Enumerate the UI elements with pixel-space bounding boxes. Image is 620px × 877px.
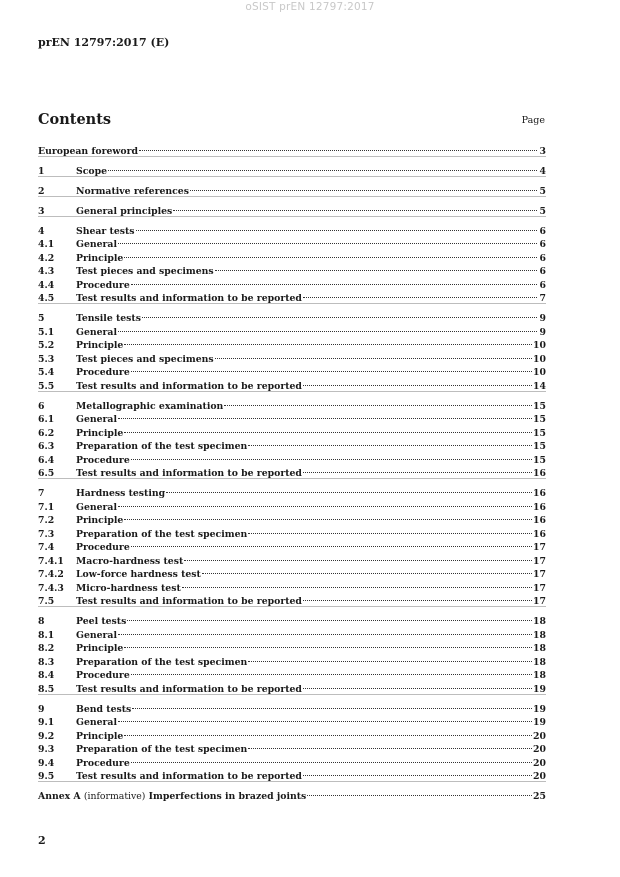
toc-entry-page: 3	[539, 145, 546, 157]
dot-leader	[136, 220, 537, 234]
toc-entry-number: 6.1	[38, 414, 55, 425]
toc-entry-number: 5.5	[38, 380, 55, 392]
toc-entry-title: Test results and information to be reported	[76, 380, 302, 392]
toc-entry-number: 3	[38, 205, 45, 217]
toc-entry-page: 15	[533, 427, 546, 439]
toc-entry-title: Bend tests	[76, 703, 132, 715]
dot-leader	[124, 247, 537, 261]
toc-entry-page: 10	[533, 353, 546, 365]
toc-entry-title: Principle	[76, 515, 124, 526]
toc-entry-number: 6.2	[38, 427, 55, 439]
toc-entry-title: Scope	[76, 165, 107, 177]
dot-leader	[124, 422, 532, 436]
toc-entry-number: 9.2	[38, 730, 55, 742]
toc-entry-title: Test results and information to be reported	[76, 468, 302, 479]
dot-leader	[182, 577, 532, 591]
dot-leader	[303, 463, 532, 477]
toc-entry-page: 16	[533, 488, 546, 499]
toc-entry[interactable]	[38, 698, 546, 715]
toc-entry-title: General	[76, 326, 117, 338]
dot-leader	[248, 739, 532, 753]
dot-leader	[131, 274, 537, 288]
toc-entry-page: 14	[533, 380, 546, 392]
toc-entry[interactable]	[38, 395, 546, 412]
toc-entry-page: 20	[533, 730, 546, 742]
toc-entry-page: 18	[533, 629, 546, 641]
dot-leader	[131, 449, 532, 463]
toc-entry-page: 16	[533, 515, 546, 526]
toc-entry-title: Peel tests	[76, 616, 127, 627]
toc-entry-page: 10	[533, 340, 546, 351]
toc-entry-page: 6	[539, 239, 546, 250]
toc-entry-page: 17	[533, 596, 546, 607]
dot-leader	[118, 234, 537, 248]
toc-entry-page: 17	[533, 582, 546, 594]
annex-name: Imperfections in brazed joints	[148, 791, 307, 802]
dot-leader	[142, 308, 537, 322]
toc-entry-title: General	[76, 501, 117, 513]
toc-entry-page: 20	[533, 744, 546, 755]
toc-entry-title: Preparation of the test specimen	[76, 441, 248, 452]
toc-entry-page: 9	[539, 313, 546, 324]
dot-leader	[303, 288, 537, 302]
toc-entry-page: 20	[533, 757, 546, 769]
toc-entry[interactable]	[38, 483, 546, 497]
toc-entry-title: Test pieces and specimens	[76, 353, 214, 365]
toc-entry[interactable]	[38, 140, 546, 157]
dot-leader	[303, 375, 532, 389]
dot-leader	[224, 395, 532, 409]
dot-leader	[127, 611, 532, 625]
toc-entry-number: 8.3	[38, 656, 55, 668]
toc-entry-title: Test results and information to be reported	[76, 771, 302, 782]
toc-entry-number: 9.3	[38, 744, 55, 755]
toc-entry-title: Procedure	[76, 367, 130, 378]
toc-entry-number: 4.3	[38, 266, 55, 277]
toc-entry-number: 6.3	[38, 441, 55, 452]
toc-entry-title: Procedure	[76, 757, 130, 769]
dot-leader	[173, 200, 537, 214]
toc-entry[interactable]	[38, 180, 546, 197]
toc-entry[interactable]	[38, 200, 546, 217]
toc-entry-number: 8.5	[38, 683, 55, 695]
toc-entry-title: Hardness testing	[76, 488, 166, 499]
dot-leader	[184, 550, 532, 564]
toc-entry-title: Preparation of the test specimen	[76, 656, 248, 668]
dot-leader	[124, 725, 532, 739]
toc-entry-page: 18	[533, 656, 546, 668]
toc-entry-number: 6.4	[38, 454, 55, 466]
toc-entry-page: 18	[533, 616, 546, 627]
dot-leader	[139, 140, 537, 154]
toc-entry-title: Normative references	[76, 185, 189, 197]
toc-entry-page: 16	[533, 468, 546, 479]
toc-entry-title: Preparation of the test specimen	[76, 528, 248, 540]
page-column-label: Page	[521, 115, 545, 126]
dot-leader	[202, 564, 532, 578]
toc-entry-page: 15	[533, 400, 546, 412]
toc-entry-title: Low-force hardness test	[76, 569, 201, 580]
toc-entry-page: 4	[539, 165, 546, 177]
toc-entry-number: 9.5	[38, 771, 55, 782]
dot-leader	[108, 160, 537, 174]
toc-entry-number: 9.1	[38, 717, 55, 728]
toc-entry-number: 1	[38, 165, 45, 177]
toc-entry-page: 10	[533, 367, 546, 378]
toc-entry-number: 6.5	[38, 468, 55, 479]
toc-entry-number: 8.1	[38, 629, 55, 641]
toc-entry-title: General	[76, 629, 117, 641]
toc-entry-page: 9	[539, 326, 546, 338]
toc-entry-title: General	[76, 239, 117, 250]
dot-leader	[248, 523, 532, 537]
dot-leader	[248, 436, 532, 450]
dot-leader	[131, 665, 532, 679]
toc-entry-number: 7.1	[38, 501, 55, 513]
toc-entry-number: 7.5	[38, 596, 55, 607]
toc-entry-page: 19	[533, 703, 546, 715]
dot-leader	[303, 678, 532, 692]
dot-leader	[124, 335, 532, 349]
toc-entry-number: 4.4	[38, 279, 55, 291]
toc-entry-number: 4.1	[38, 239, 55, 250]
toc-entry-number: 7.4.3	[38, 582, 64, 594]
toc-entry-number: 7.2	[38, 515, 55, 526]
toc-entry-title: Procedure	[76, 670, 130, 681]
toc-entry-title: Test results and information to be reported	[76, 683, 302, 695]
dot-leader	[190, 180, 537, 194]
toc-entry-number: 9	[38, 703, 45, 715]
toc-entry-title: European foreword	[38, 145, 138, 157]
toc-entry-page: 19	[533, 717, 546, 728]
contents-heading: Contents	[38, 111, 112, 128]
toc-entry-number: 7.4.1	[38, 555, 64, 567]
toc-entry-page: 16	[533, 501, 546, 513]
toc-entry-number: 7	[38, 488, 45, 499]
toc-entry-number: 7.4	[38, 542, 55, 553]
dot-leader	[124, 638, 532, 652]
toc-entry-number: 8.2	[38, 643, 55, 654]
toc-entry-title: Metallographic examination	[76, 400, 224, 412]
dot-leader	[131, 752, 532, 766]
toc-entry-page: 19	[533, 683, 546, 695]
toc-entry-title: Tensile tests	[76, 313, 141, 324]
dot-leader	[166, 483, 532, 497]
toc-entry-page: 7	[539, 293, 546, 304]
dot-leader	[131, 537, 532, 551]
toc-entry-page: 15	[533, 414, 546, 425]
toc-entry-number: 8	[38, 616, 45, 627]
toc-entry-number: 8.4	[38, 670, 55, 681]
toc-entry-title: Principle	[76, 340, 124, 351]
toc-entry-title: Test pieces and specimens	[76, 266, 214, 277]
dot-leader	[118, 496, 532, 510]
toc-entry-number: 5.4	[38, 367, 55, 378]
dot-leader	[131, 362, 532, 376]
toc-entry-page: 17	[533, 542, 546, 553]
toc-entry-title: Principle	[76, 730, 124, 742]
dot-leader	[118, 712, 532, 726]
dot-leader	[124, 510, 532, 524]
toc-entry-title: Test results and information to be reported	[76, 293, 302, 304]
annex-title-group	[38, 790, 306, 804]
toc-entry-number: 7.4.2	[38, 569, 64, 580]
toc-entry-number: 5.2	[38, 340, 55, 351]
toc-entry-page: 16	[533, 528, 546, 540]
dot-leader	[307, 786, 532, 800]
toc-entry-page: 6	[539, 266, 546, 277]
toc-entry-number: 2	[38, 185, 45, 197]
toc-entry-title: Macro-hardness test	[76, 555, 184, 567]
dot-leader	[118, 409, 532, 423]
toc-entry-title: Principle	[76, 252, 124, 264]
toc-entry-number: 9.4	[38, 757, 55, 769]
toc-entry-number: 6	[38, 400, 45, 412]
toc-entry[interactable]	[38, 220, 546, 237]
toc-entry-page: 6	[539, 279, 546, 291]
toc-entry-number: 5.3	[38, 353, 55, 365]
toc-entry-page: 5	[539, 185, 546, 197]
toc-entry[interactable]	[38, 308, 546, 322]
toc-entry-page: 20	[533, 771, 546, 782]
toc-entry-title: Test results and information to be reported	[76, 596, 302, 607]
toc-entry-number: 4	[38, 225, 45, 237]
table-of-contents	[38, 140, 546, 802]
dot-leader	[118, 321, 537, 335]
toc-entry-title: Procedure	[76, 542, 130, 553]
dot-leader	[303, 766, 532, 780]
dot-leader	[303, 591, 532, 605]
toc-entry[interactable]	[38, 160, 546, 177]
annex-qualifier: (informative)	[83, 791, 146, 802]
toc-entry-number: 7.3	[38, 528, 55, 540]
toc-entry-number: 4.2	[38, 252, 55, 264]
toc-entry-number: 5	[38, 313, 45, 324]
toc-entry-page: 15	[533, 454, 546, 466]
toc-entry-title: Preparation of the test specimen	[76, 744, 248, 755]
dot-leader	[215, 348, 532, 362]
toc-entry-title: Micro-hardness test	[76, 582, 181, 594]
dot-leader	[248, 651, 532, 665]
toc-entry-title: General	[76, 414, 117, 425]
toc-entry-page: 6	[539, 252, 546, 264]
toc-entry-title: General principles	[76, 205, 173, 217]
page-number: 2	[38, 834, 46, 847]
dot-leader	[132, 698, 532, 712]
toc-entry-title: Procedure	[76, 454, 130, 466]
toc-entry-page: 18	[533, 670, 546, 681]
toc-annex-entry[interactable]	[38, 786, 546, 800]
annex-page: 25	[533, 791, 546, 802]
toc-entry-page: 18	[533, 643, 546, 654]
toc-entry[interactable]	[38, 611, 546, 625]
toc-entry-title: General	[76, 717, 117, 728]
toc-entry-page: 17	[533, 569, 546, 580]
toc-entry-page: 6	[539, 225, 546, 237]
toc-entry-page: 15	[533, 441, 546, 452]
toc-entry-page: 17	[533, 555, 546, 567]
watermark: oSIST prEN 12797:2017	[245, 1, 375, 13]
toc-entry-number: 5.1	[38, 326, 55, 338]
toc-entry-title: Procedure	[76, 279, 130, 291]
toc-entry-number: 4.5	[38, 293, 55, 304]
toc-entry-title: Principle	[76, 643, 124, 654]
toc-entry-page: 5	[539, 205, 546, 217]
section-separator	[38, 176, 546, 177]
document-header: prEN 12797:2017 (E)	[38, 36, 170, 49]
toc-entry-title: Shear tests	[76, 225, 135, 237]
dot-leader	[215, 261, 537, 275]
dot-leader	[118, 624, 532, 638]
annex-label: Annex A	[38, 791, 81, 802]
toc-entry-title: Principle	[76, 427, 124, 439]
